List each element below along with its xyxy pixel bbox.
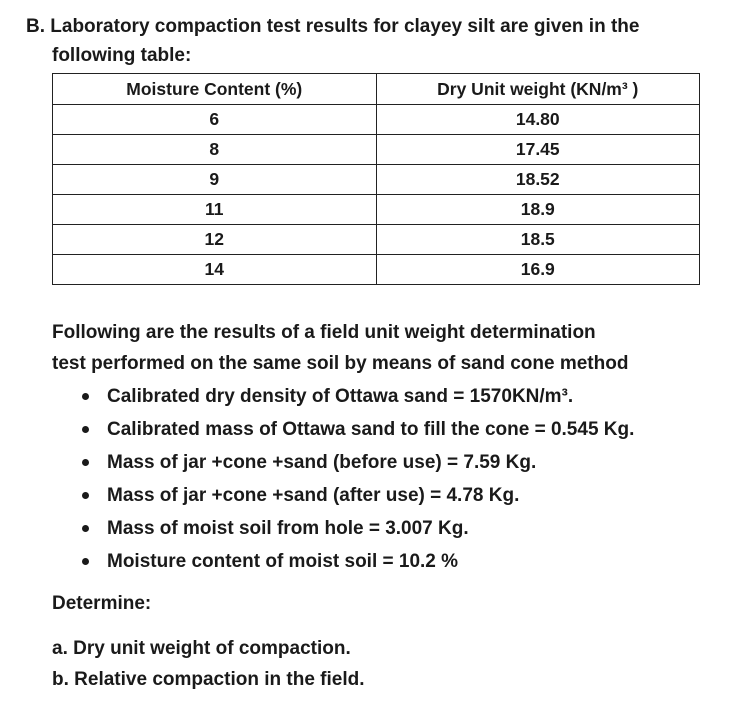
cell-moisture: 9 bbox=[53, 165, 377, 195]
heading-line-2: following table: bbox=[52, 45, 192, 66]
list-item bbox=[52, 446, 634, 479]
field-test-line-2: test performed on the same soil by means of sand cone method bbox=[52, 353, 629, 374]
list-item-text: Mass of moist soil from hole = 3.007 Kg. bbox=[107, 518, 469, 539]
field-test-intro bbox=[52, 317, 722, 379]
cell-moisture: 14 bbox=[53, 255, 377, 285]
bullet-icon bbox=[82, 525, 89, 532]
table-row bbox=[53, 105, 700, 135]
list-item bbox=[52, 413, 634, 446]
list-item-text: Calibrated mass of Ottawa sand to fill the cone = 0.545 Kg. bbox=[107, 419, 635, 440]
bullet-icon bbox=[82, 459, 89, 466]
list-item-text: Calibrated dry density of Ottawa sand = 1570KN/m³. bbox=[107, 386, 574, 407]
cell-dry-unit-weight: 16.9 bbox=[376, 255, 699, 285]
bullet-icon bbox=[82, 558, 89, 565]
table-row bbox=[53, 225, 700, 255]
list-item bbox=[52, 545, 634, 578]
header-dry-unit-weight: Dry Unit weight (KN/m³ ) bbox=[376, 74, 699, 105]
cell-moisture: 6 bbox=[53, 105, 377, 135]
cell-dry-unit-weight: 18.9 bbox=[376, 195, 699, 225]
cell-dry-unit-weight: 18.5 bbox=[376, 225, 699, 255]
table-row bbox=[53, 195, 700, 225]
bullet-icon bbox=[82, 393, 89, 400]
cell-moisture: 8 bbox=[53, 135, 377, 165]
list-item bbox=[52, 512, 634, 545]
problem-heading bbox=[26, 12, 716, 70]
header-moisture-content: Moisture Content (%) bbox=[53, 74, 377, 105]
table-header-row bbox=[53, 74, 700, 105]
determine-label: Determine: bbox=[52, 593, 152, 614]
table-row bbox=[53, 135, 700, 165]
list-item bbox=[52, 479, 634, 512]
list-item-text: Mass of jar +cone +sand (before use) = 7.59 Kg. bbox=[107, 452, 537, 473]
bullet-icon bbox=[82, 492, 89, 499]
field-test-line-1: Following are the results of a field unit weight determination bbox=[52, 322, 596, 343]
task-a: a. Dry unit weight of compaction. bbox=[52, 638, 351, 659]
table-row bbox=[53, 255, 700, 285]
bullet-icon bbox=[82, 426, 89, 433]
cell-dry-unit-weight: 18.52 bbox=[376, 165, 699, 195]
list-item-text: Moisture content of moist soil = 10.2 % bbox=[107, 551, 459, 572]
determine-tasks bbox=[52, 633, 365, 695]
heading-line-1: B. Laboratory compaction test results for clayey silt are given in the bbox=[26, 16, 640, 37]
compaction-results-table bbox=[52, 73, 700, 285]
task-b: b. Relative compaction in the field. bbox=[52, 669, 365, 690]
cell-moisture: 11 bbox=[53, 195, 377, 225]
cell-dry-unit-weight: 14.80 bbox=[376, 105, 699, 135]
table-row bbox=[53, 165, 700, 195]
cell-moisture: 12 bbox=[53, 225, 377, 255]
field-test-list bbox=[52, 380, 634, 578]
cell-dry-unit-weight: 17.45 bbox=[376, 135, 699, 165]
list-item-text: Mass of jar +cone +sand (after use) = 4.78 Kg. bbox=[107, 485, 520, 506]
list-item bbox=[52, 380, 634, 413]
